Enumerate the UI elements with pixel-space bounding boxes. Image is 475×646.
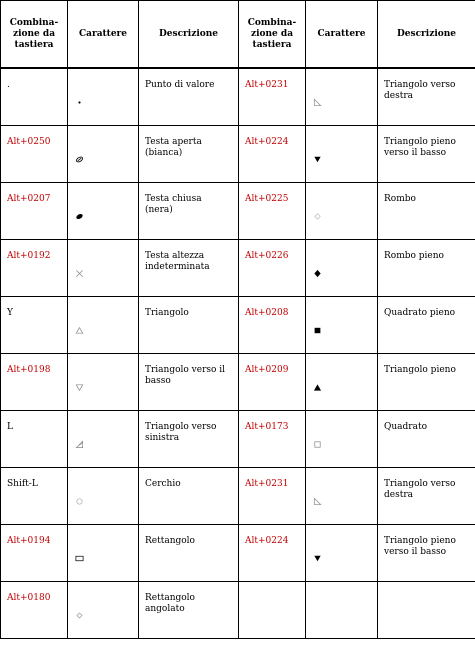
description-text: Triangolo pieno verso il basso [384,536,456,557]
description-text: Punto di valore [145,80,215,90]
character-cell [68,68,139,126]
character-cell [68,468,139,525]
key-combo-cell [239,354,306,411]
key-combo: Alt+0208 [245,308,289,318]
key-combo-cell [1,68,68,126]
character-cell [306,411,378,468]
character-cell [306,240,378,297]
key-combo-cell [239,126,306,183]
table-row [1,354,475,411]
description-cell [139,68,239,126]
table-row [1,68,475,126]
header-row [1,1,475,69]
description-cell [139,240,239,297]
key-combo: Alt+0226 [245,251,289,261]
description-cell [378,297,475,354]
key-combo-cell [239,468,306,525]
description-cell [378,354,475,411]
character-cell [68,183,139,240]
description-cell [378,68,475,126]
description-cell [139,183,239,240]
description-text: Testa altezza indeterminata [145,251,210,272]
table-row [1,468,475,525]
key-combo: . [7,80,10,90]
key-combo: Alt+0231 [245,479,289,489]
key-combo: Alt+0224 [245,137,289,147]
description-cell [378,582,475,639]
key-combo-cell [239,68,306,126]
description-cell [378,468,475,525]
key-combo: Alt+0192 [7,251,51,261]
character-cell [68,525,139,582]
key-combo: Alt+0231 [245,80,289,90]
description-cell [378,525,475,582]
description-text: Rombo [384,194,416,204]
description-cell [139,582,239,639]
description-cell [139,411,239,468]
key-combo: Alt+0209 [245,365,289,375]
header-combo-right: Combina-zione da tastiera [239,1,306,69]
key-combo-cell [239,411,306,468]
description-cell [139,525,239,582]
filled-diamond-icon [312,268,322,278]
character-cell [306,468,378,525]
character-cell [68,411,139,468]
character-cell [306,183,378,240]
triangle-down-icon [74,382,84,392]
description-text: Rombo pieno [384,251,444,261]
key-combo: L [7,422,13,432]
description-cell [139,297,239,354]
description-text: Triangolo pieno verso il basso [384,137,456,158]
character-cell [306,525,378,582]
circle-icon [74,496,84,506]
description-text: Triangolo pieno [384,365,456,375]
key-combo-cell [239,525,306,582]
description-text: Testa aperta (bianca) [145,137,202,158]
key-combo-cell [1,411,68,468]
character-cell [306,354,378,411]
description-cell [139,468,239,525]
square-icon [312,439,322,449]
rounded-rectangle-icon [74,610,84,620]
character-cell [306,297,378,354]
table-row [1,183,475,240]
key-combo-cell [239,183,306,240]
description-text: Triangolo verso destra [384,479,456,500]
key-combo: Alt+0173 [245,422,289,432]
description-cell [139,354,239,411]
key-combo-cell [239,240,306,297]
rectangle-icon [74,553,84,563]
table-row [1,525,475,582]
dot-icon [74,97,84,107]
description-cell [378,240,475,297]
key-combo: Alt+0180 [7,593,51,603]
diamond-icon [312,211,322,221]
description-cell [378,126,475,183]
triangle-icon [74,325,84,335]
key-combo-cell [1,525,68,582]
key-combo: Alt+0198 [7,365,51,375]
description-text: Triangolo verso sinistra [145,422,217,443]
triangle-left-icon [74,439,84,449]
key-combo-cell [1,126,68,183]
header-desc-right: Descrizione [378,1,475,69]
key-combo-cell [1,354,68,411]
header-char-left: Carattere [68,1,139,69]
character-cell [68,240,139,297]
key-combo-cell [1,183,68,240]
description-text: Rettangolo angolato [145,593,195,614]
description-cell [139,126,239,183]
description-text: Testa chiusa (nera) [145,194,202,215]
table-row [1,240,475,297]
character-cell [68,126,139,183]
header-desc-left: Descrizione [139,1,239,69]
key-combo: Alt+0207 [7,194,51,204]
character-cell [306,582,378,639]
open-notehead-icon [74,154,84,164]
key-combo: Y [7,308,13,318]
description-text: Rettangolo [145,536,195,546]
key-combo: Shift-L [7,479,38,489]
key-combo: Alt+0225 [245,194,289,204]
description-text [384,582,469,593]
description-text: Triangolo verso destra [384,80,456,101]
character-cell [68,297,139,354]
filled-triangle-down-icon [312,553,322,563]
table-row [1,411,475,468]
description-cell [378,183,475,240]
description-text: Triangolo [145,308,189,318]
filled-triangle-icon [312,382,322,392]
key-combo: Alt+0194 [7,536,51,546]
key-combo-cell [1,297,68,354]
filled-notehead-icon [74,211,84,221]
key-combo-cell [1,240,68,297]
key-combo-cell [239,582,306,639]
table-row [1,297,475,354]
key-combo-cell [239,297,306,354]
description-text: Quadrato pieno [384,308,456,318]
key-combo: Alt+0224 [245,536,289,546]
description-text: Quadrato [384,422,428,432]
x-icon [74,268,84,278]
triangle-right-icon [312,97,322,107]
character-cell [306,68,378,126]
table-body [1,68,475,639]
filled-square-icon [312,325,322,335]
description-cell [378,411,475,468]
character-cell [68,582,139,639]
key-combo: Alt+0250 [7,137,51,147]
key-combo-cell [1,582,68,639]
description-text: Triangolo verso il basso [145,365,226,386]
character-cell [68,354,139,411]
key-combo-cell [1,468,68,525]
description-text: Cerchio [145,479,181,489]
header-char-right: Carattere [306,1,378,69]
table-row [1,582,475,639]
filled-triangle-down-icon [312,154,322,164]
triangle-right-icon [312,496,322,506]
table-row [1,126,475,183]
header-combo-left: Combina-zione da tastiera [1,1,68,69]
character-cell [306,126,378,183]
key-combo [245,582,299,593]
